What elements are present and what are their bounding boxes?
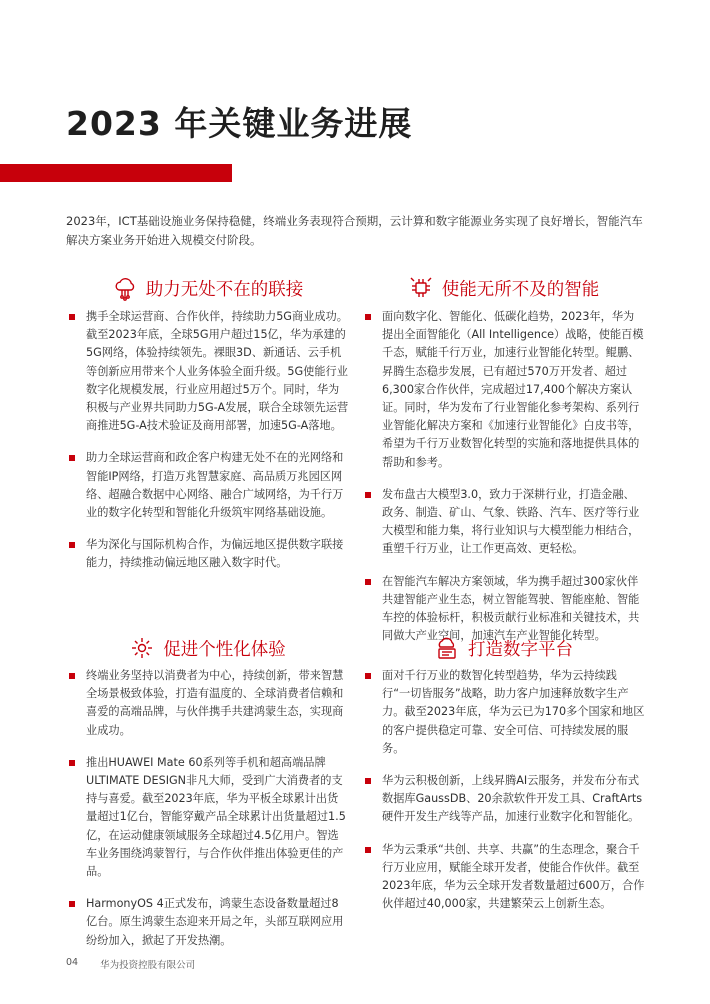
cloud-network-icon (112, 275, 138, 301)
section-intelligence-header (362, 273, 645, 303)
ai-chip-icon (408, 275, 434, 301)
section-experience-list (66, 667, 349, 964)
title-accent-bar (0, 164, 232, 182)
page-title: 2023 年关键业务进展 (66, 104, 413, 143)
list-item: 华为深化与国际机构合作，为偏远地区提供数字联接能力，持续推动偏远地区融入数字时代。 (66, 536, 349, 572)
list-item: 推出HUAWEI Mate 60系列等手机和超高端品牌ULTIMATE DESIGN非凡大师，受到广大消费者的支持与喜爱。截至2023年底，华为平板全球累计出货量超过1亿台，智能穿戴产品全球累计出货量超过1.5亿，在运动健康领域服务全球超过4.5亿用户。智选车业务围绕鸿蒙智行，与合作伙伴推出体验更佳的产品。 (66, 754, 349, 881)
section-title: 打造数字平台 (468, 639, 573, 660)
section-intelligence-list (362, 308, 645, 659)
cloud-platform-icon (434, 635, 460, 661)
list-item: 终端业务坚持以消费者为中心，持续创新，带来智慧全场景极致体验，打造有温度的、全球消费者信赖和喜爱的高端品牌，与伙伴携手共建鸿蒙生态，实现商业成功。 (66, 667, 349, 740)
list-item: 华为云积极创新，上线昇腾AI云服务，并发布分布式数据库GaussDB、20余款软件开发工具、CraftArts硬件开发生产线等产品，加速行业数字化和智能化。 (362, 772, 645, 827)
section-platform-list (362, 667, 645, 927)
list-item: 面对千行万业的数智化转型趋势，华为云持续践行“一切皆服务”战略，助力客户加速释放数字生产力。截至2023年底，华为云已为170多个国家和地区的客户提供稳定可靠、安全可信、可持续发展的服务。 (362, 667, 645, 758)
section-title: 促进个性化体验 (163, 639, 286, 660)
sparkle-user-icon (129, 635, 155, 661)
page-number: 04 (66, 957, 79, 968)
list-item: 发布盘古大模型3.0，致力于深耕行业，打造金融、政务、制造、矿山、气象、铁路、汽车、医疗等行业大模型和能力集，将行业知识与大模型能力相结合，重塑千行万业，让工作更高效、更轻松。 (362, 486, 645, 559)
list-item: HarmonyOS 4正式发布，鸿蒙生态设备数量超过8亿台。原生鸿蒙生态迎来开局之年，头部互联网应用纷纷加入，掀起了开发热潮。 (66, 895, 349, 950)
section-platform-header (362, 633, 645, 663)
list-item: 在智能汽车解决方案领域，华为携手超过300家伙伴共建智能产业生态，树立智能驾驶、智能座舱、智能车控的体验标杆，积极贡献行业标准和关键技术，共同做大产业空间，加速汽车产业智能化转型。 (362, 573, 645, 646)
section-experience-header (66, 633, 349, 663)
list-item: 助力全球运营商和政企客户构建无处不在的光网络和智能IP网络，打造万兆智慧家庭、高品质万兆园区网络、超融合数据中心网络、融合广域网络，为千行万业的数字化转型和智能化升级筑牢网络基础设施。 (66, 449, 349, 522)
intro-paragraph: 2023年，ICT基础设施业务保持稳健，终端业务表现符合预期，云计算和数字能源业务实现了良好增长，智能汽车解决方案业务开始进入规模交付阶段。 (66, 214, 643, 247)
section-connectivity-header (66, 273, 349, 303)
list-item: 携手全球运营商、合作伙伴，持续助力5G商业成功。截至2023年底，全球5G用户超过15亿，华为承建的5G网络，体验持续领先。裸眼3D、新通话、云手机等创新应用带来个人业务体验全面升级。5G使能行业数字化规模发展，行业应用超过5万个。同时，华为积极与产业界共同助力5G-A发展，联合全球领先运营商推进5G-A技术验证及商用部署，加速5G-A落地。 (66, 308, 349, 435)
list-item: 华为云秉承“共创、共享、共赢”的生态理念，聚合千行万业应用，赋能全球开发者，使能合作伙伴。截至2023年底，华为云全球开发者数量超过600万，合作伙伴超过40,000家，共建繁荣云上创新生态。 (362, 841, 645, 914)
list-item: 面向数字化、智能化、低碳化趋势，2023年，华为提出全面智能化（All Intelligence）战略，使能百模千态，赋能千行万业，加速行业智能化转型。鲲鹏、昇腾生态稳步发展，已有超过570万开发者、超过6,300家合作伙伴，完成超过17,400个解决方案认证。同时，华为发布了行业智能化参考架构、系列行业智能化解决方案和《加速行业智能化》白皮书等，希望为千行万业数智化转型的实施和落地提供具体的帮助和参考。 (362, 308, 645, 472)
page-footer (66, 957, 195, 971)
section-connectivity-list (66, 308, 349, 587)
company-name: 华为投资控股有限公司 (100, 960, 196, 971)
section-title: 使能无所不及的智能 (441, 279, 600, 300)
section-title: 助力无处不在的联接 (145, 279, 304, 300)
